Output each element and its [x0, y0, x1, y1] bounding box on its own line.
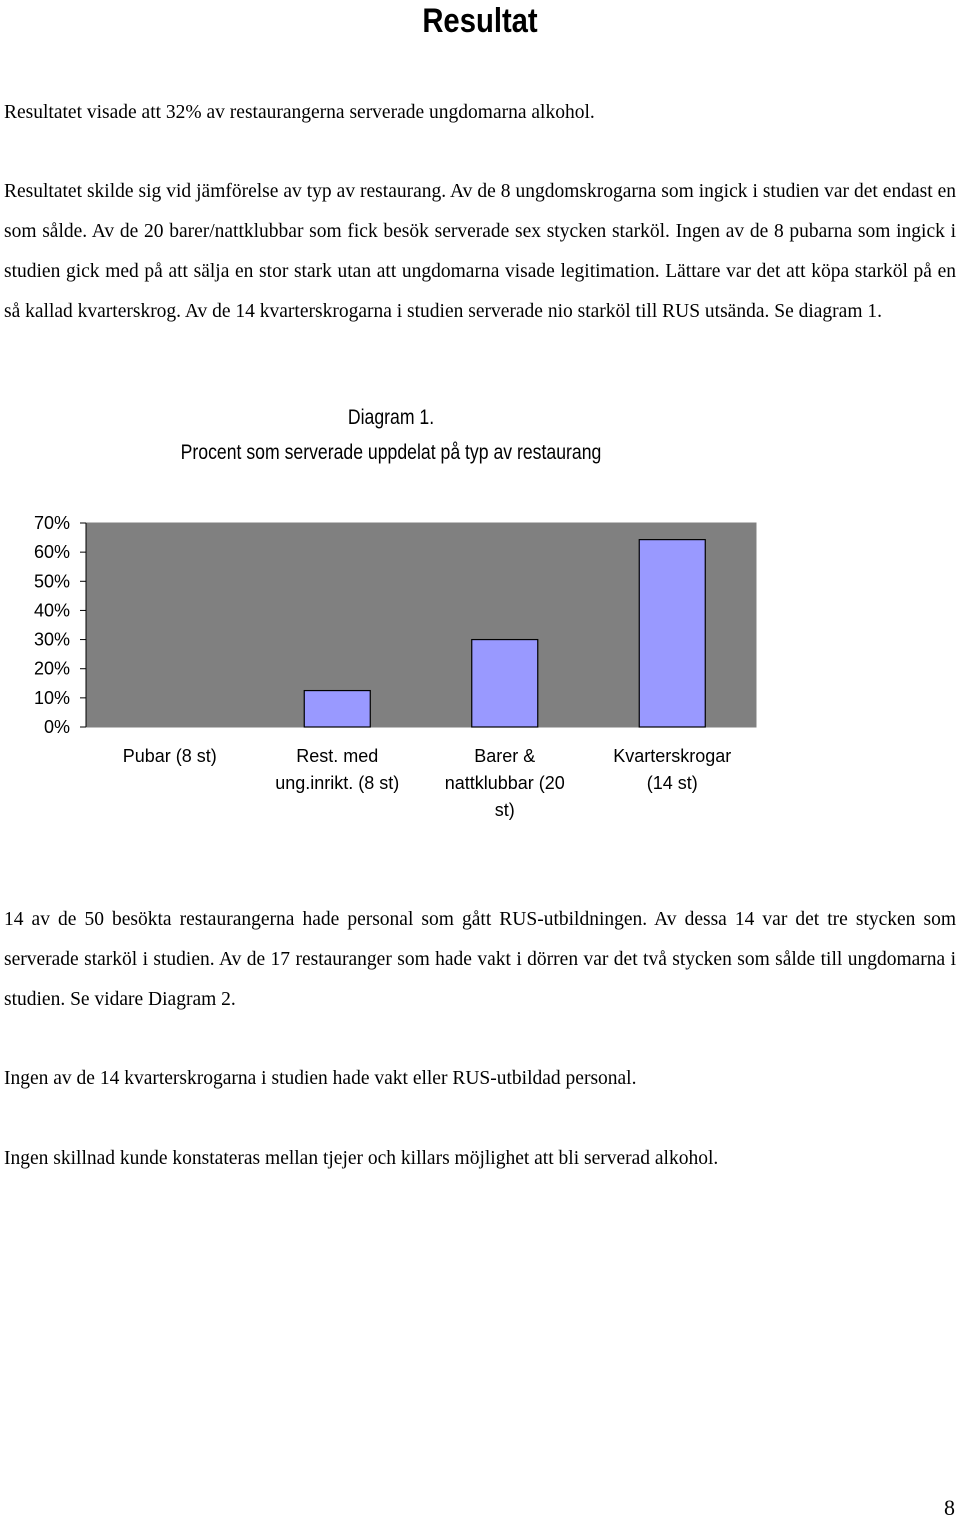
bar-3 — [639, 540, 705, 727]
x-tick-label: Barer & nattklubbar (20 st) — [444, 746, 565, 820]
paragraph-3: 14 av de 50 besökta restaurangerna hade personal som gått RUS-utbildningen. Av dessa 14 var det tre stycken som serverade starköl i studien. Av de 17 restauranger som hade vakt i dörren var det två stycken som sålde till ungdomarna i studien. Se vidare Diagram 2. — [4, 909, 956, 1010]
y-tick-label: 20% — [33, 658, 70, 679]
bar-chart — [0, 500, 790, 840]
chart-title-line2: Procent som serverade uppdelat på typ av restaurang — [180, 441, 602, 464]
paragraph-5: Ingen skillnad kunde konstateras mellan tjejer och killars möjlighet att bli serverad alkohol. — [4, 1148, 719, 1169]
y-tick-label: 50% — [33, 571, 70, 592]
y-tick-label: 40% — [33, 600, 70, 621]
paragraph-1: Resultatet visade att 32% av restaurangerna serverade ungdomarna alkohol. — [4, 102, 595, 123]
page-number: 8 — [944, 1495, 955, 1520]
x-tick-label: Pubar (8 st) — [122, 746, 217, 766]
bar-1 — [304, 691, 370, 727]
chart-title-line1: Diagram 1. — [347, 406, 435, 429]
x-tick-label: Kvarterskrogar (14 st) — [613, 746, 732, 793]
page-heading: Resultat — [422, 2, 538, 40]
y-tick-label: 70% — [33, 513, 70, 533]
paragraph-2: Resultatet skilde sig vid jämförelse av typ av restaurang. Av de 8 ungdomskrogarna som ingick i studien var det endast en som sålde. Av de 20 barer/nattklubbar som fick besök serverade sex stycken starköl. Ingen av de 8 pubarna som ingick i studien gick med på att sälja en stor stark utan att ungdomarna visade legitimation. Lättare var det att köpa starköl på en så kallad kvarterskrog. Av de 14 kvarterskrogarna i studien serverade nio starköl till RUS utsända. Se diagram 1. — [4, 181, 956, 322]
y-tick-label: 0% — [43, 717, 70, 737]
y-tick-label: 30% — [33, 629, 70, 650]
paragraph-4: Ingen av de 14 kvarterskrogarna i studien hade vakt eller RUS-utbildad personal. — [4, 1068, 637, 1089]
x-tick-label: Rest. med ung.inrikt. (8 st) — [275, 746, 400, 793]
bar-2 — [472, 640, 538, 727]
y-tick-label: 10% — [33, 687, 70, 708]
y-tick-label: 60% — [33, 542, 70, 563]
